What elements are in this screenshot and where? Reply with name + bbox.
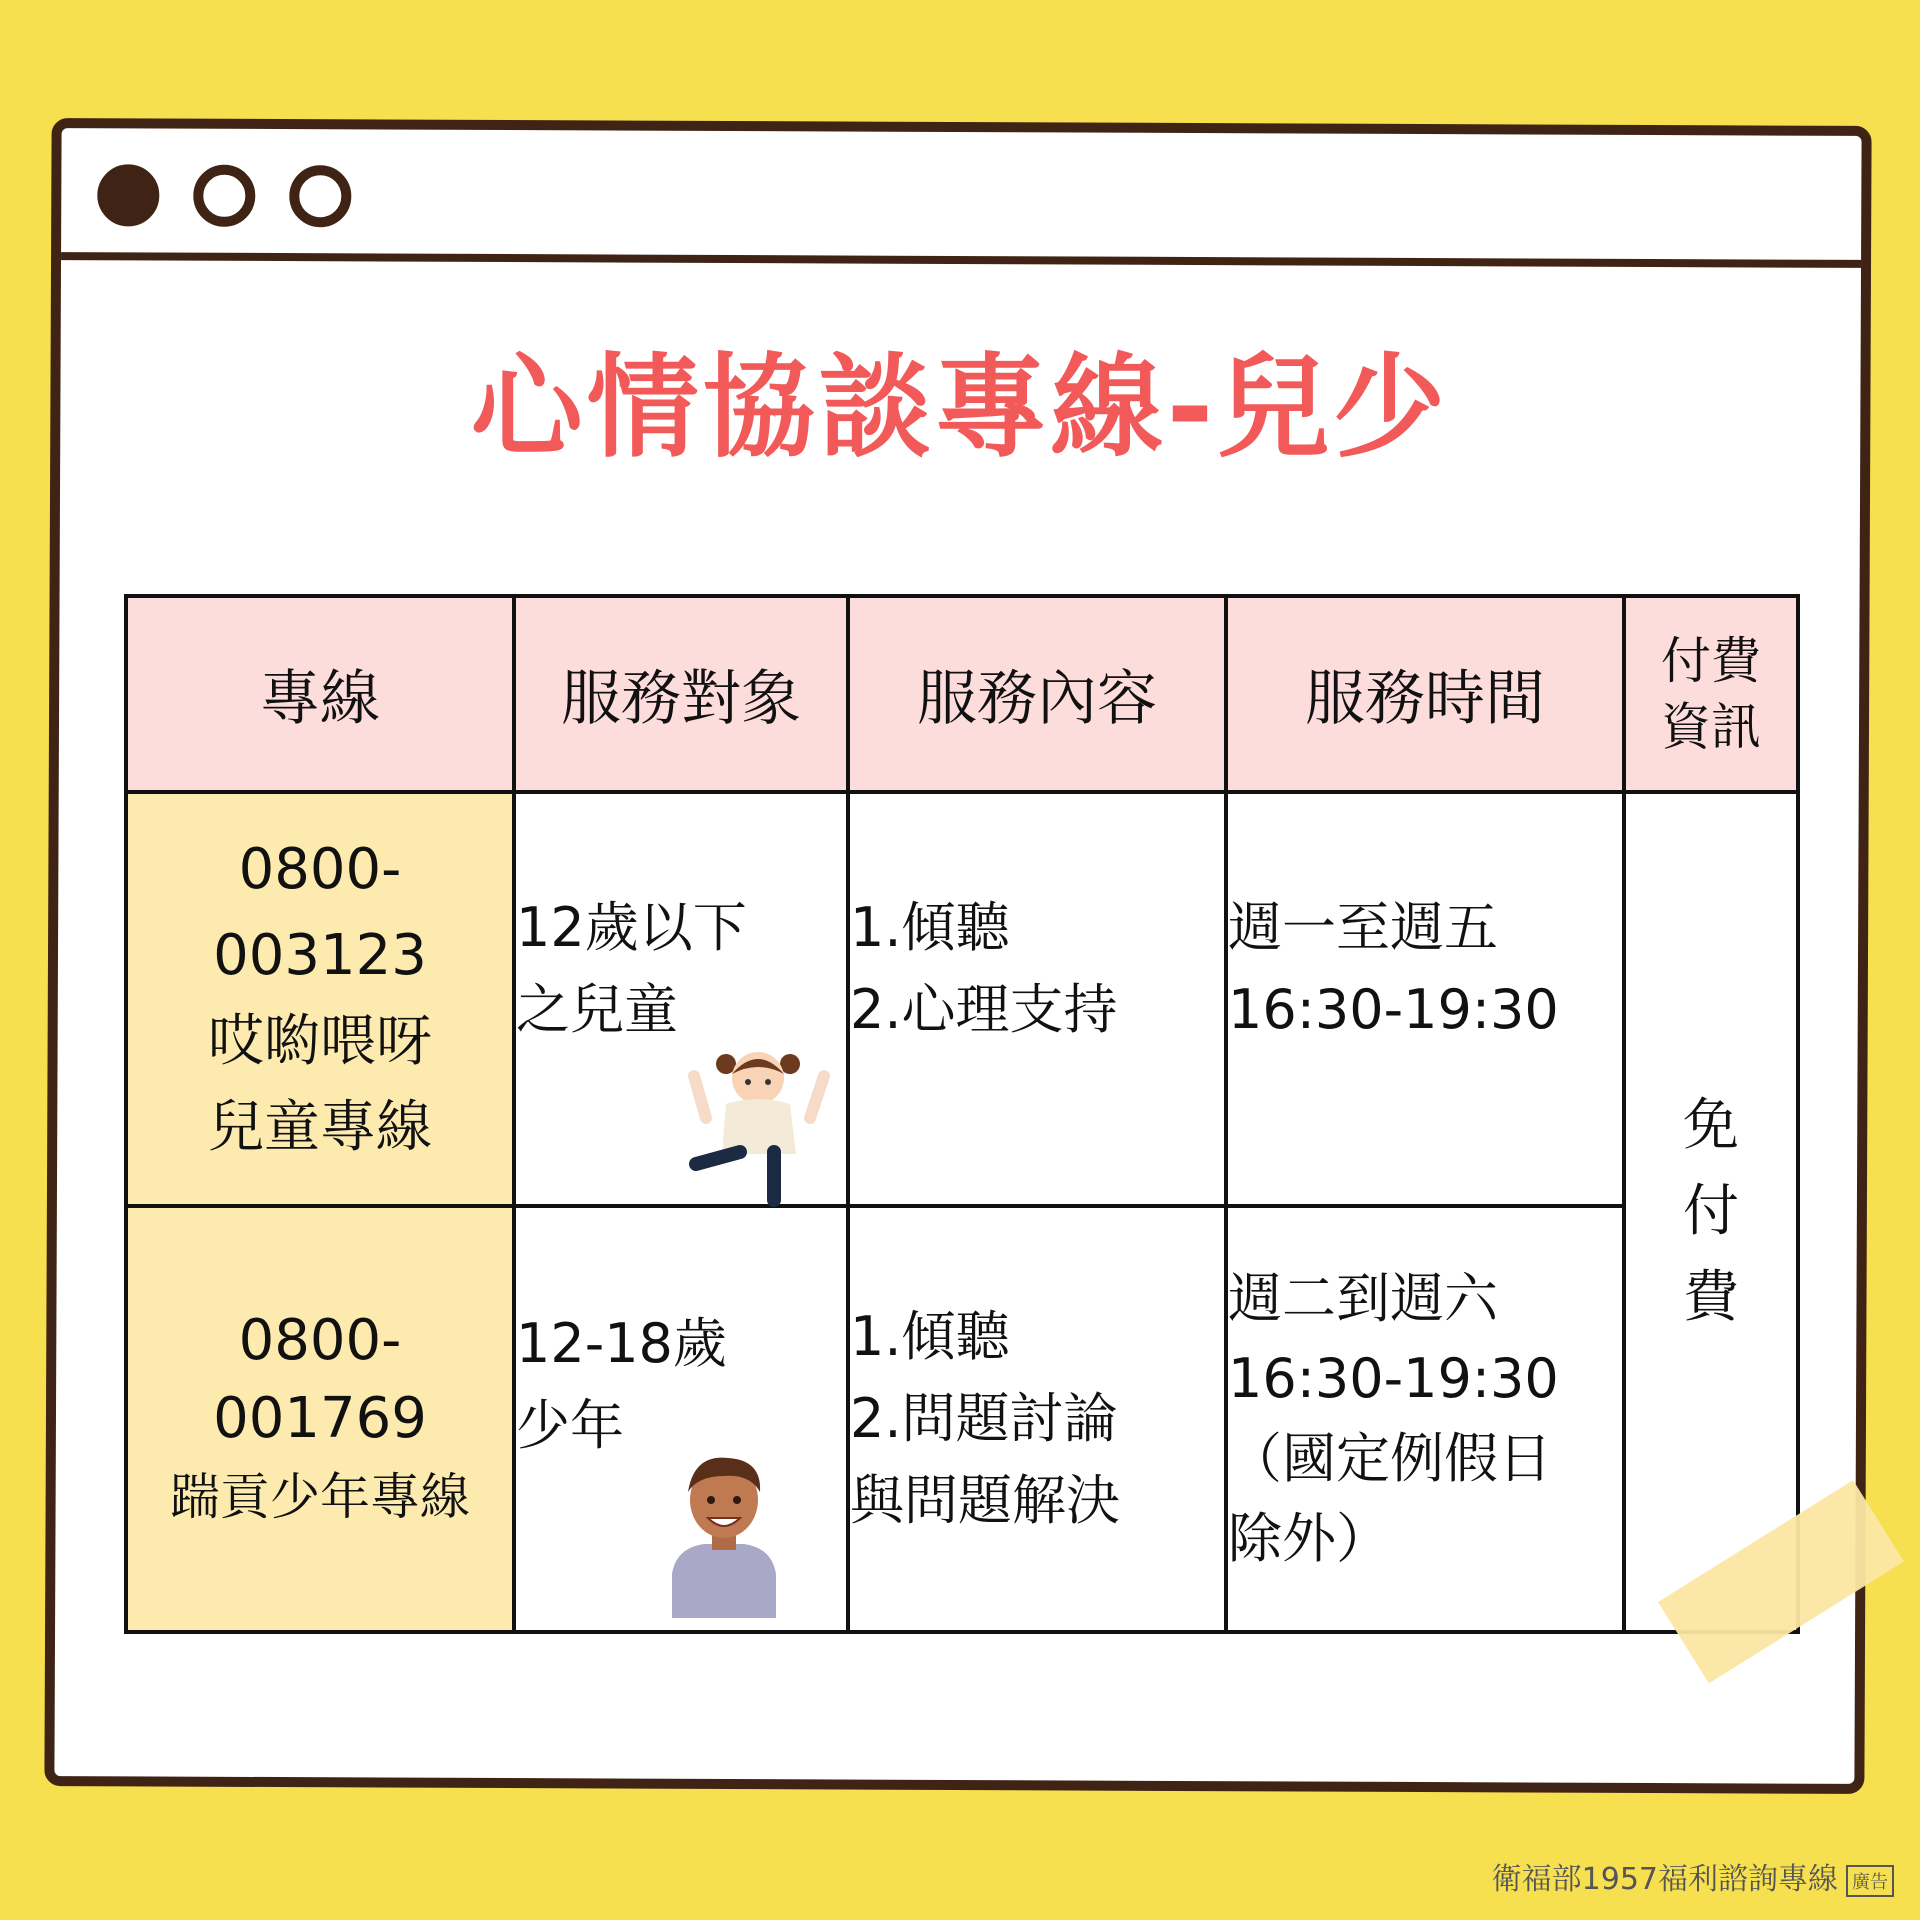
hotline-number: 001769 — [213, 1386, 427, 1451]
hotline-table — [124, 594, 1800, 1634]
header-hotline: 專線 — [126, 596, 514, 792]
fee-text: 免 — [1683, 1093, 1739, 1158]
content-text: 2.問題討論 — [850, 1387, 1118, 1450]
content-text: 1.傾聽 — [850, 1305, 1010, 1368]
hotline-name: 哎喲喂呀 — [208, 1009, 432, 1074]
window-dot-outline-icon — [193, 165, 255, 227]
ad-badge: 廣告 — [1846, 1865, 1894, 1897]
hours-text: 除外） — [1228, 1507, 1390, 1570]
content-cell — [848, 1206, 1226, 1632]
content-cell — [848, 792, 1226, 1206]
fee-cell — [1624, 792, 1798, 1632]
target-cell — [514, 1206, 848, 1632]
window-titlebar — [61, 128, 1862, 268]
target-text: 12歲以下 — [516, 896, 747, 959]
hotline-number-prefix: 0800- — [238, 837, 402, 902]
table-row — [126, 1206, 1798, 1632]
hotline-number-prefix: 0800- — [238, 1308, 402, 1373]
header-hours: 服務時間 — [1226, 596, 1624, 792]
target-text: 少年 — [516, 1394, 624, 1457]
hotline-name: 兒童專線 — [208, 1095, 432, 1160]
hotline-cell — [126, 1206, 514, 1632]
hours-text: 週一至週五 — [1228, 896, 1498, 959]
header-fee-line: 資訊 — [1661, 698, 1761, 756]
hours-text: 16:30-19:30 — [1228, 1347, 1559, 1410]
content-text: 1.傾聽 — [850, 896, 1010, 959]
footer-credit — [1492, 1854, 1894, 1898]
hours-text: 16:30-19:30 — [1228, 978, 1559, 1041]
hours-cell — [1226, 1206, 1624, 1632]
hotline-number: 003123 — [213, 923, 427, 988]
hotline-cell — [126, 792, 514, 1206]
target-text: 12-18歲 — [516, 1312, 727, 1375]
hours-text: （國定例假日 — [1228, 1427, 1552, 1490]
page-title: 心情協談專線-兒少 — [470, 343, 1450, 473]
content-text: 2.心理支持 — [850, 978, 1118, 1041]
hotline-name: 踹貢少年專線 — [170, 1468, 470, 1526]
header-fee — [1624, 596, 1798, 792]
table-row — [126, 792, 1798, 1206]
header-fee-line: 付費 — [1661, 632, 1761, 690]
child-illustration-icon — [686, 1040, 836, 1208]
content-text: 與問題解決 — [850, 1469, 1120, 1532]
header-content: 服務內容 — [848, 596, 1226, 792]
hours-text: 週二到週六 — [1228, 1267, 1498, 1330]
window-dot-filled-icon — [97, 164, 159, 226]
footer-text: 衛福部1957福利諮詢專線 — [1491, 1862, 1838, 1897]
fee-text: 費 — [1683, 1265, 1739, 1330]
table-header-row — [126, 596, 1798, 792]
teen-illustration-icon — [664, 1448, 784, 1618]
fee-text: 付 — [1683, 1179, 1739, 1244]
window-dot-outline-icon — [289, 165, 351, 227]
header-target: 服務對象 — [514, 596, 848, 792]
target-text: 之兒童 — [516, 978, 678, 1041]
target-cell — [514, 792, 848, 1206]
hours-cell — [1226, 792, 1624, 1206]
